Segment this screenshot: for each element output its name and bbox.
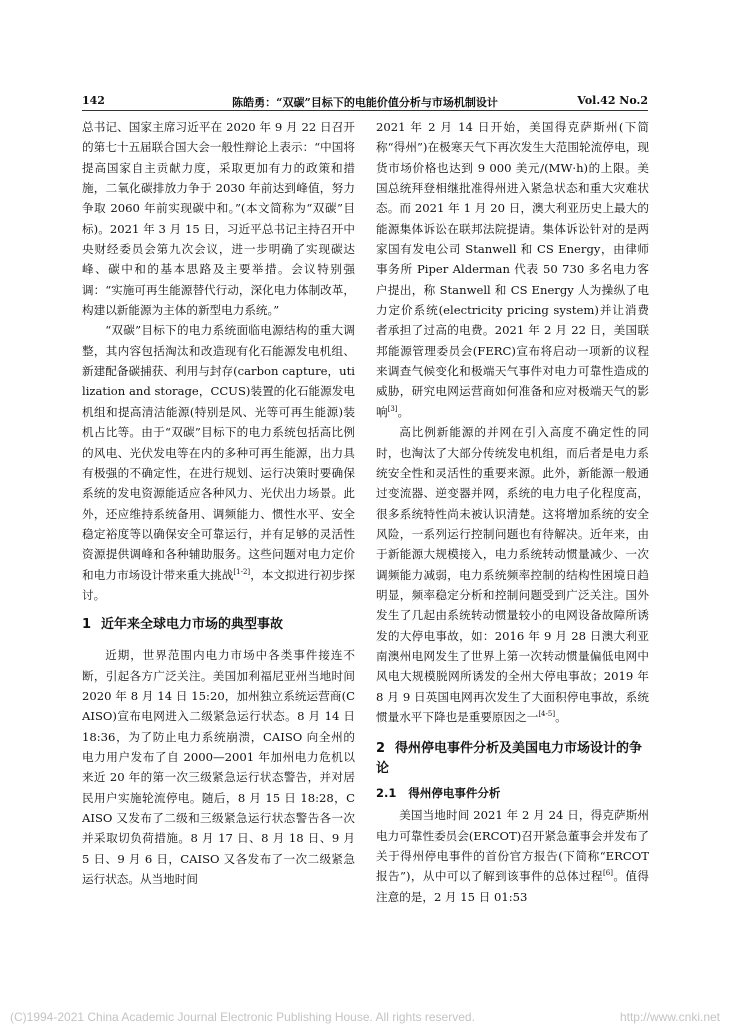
citation-3: [3]	[387, 404, 398, 413]
copyright-text: (C)1994-2021 China Academic Journal Electronic Publishing House. All rights reserved.	[10, 1010, 475, 1024]
paragraph-intro-continued: 总书记、国家主席习近平在 2020 年 9 月 22 日召开的第七十五届联合国大会一般性辩论上表示：“中国将提高国家自主贡献力度，采取更加有力的政策和措施，二氧化碳排放力争于 2030 年前达到峰值，努力争取 2060 年前实现碳中和。”(本文简称为“双碳”目标)。2021 年 3 月 15 日，习近平总书记主持召开中央财经委员会第九次会议，进一步明确了实现碳达峰、碳中和的基本思路及主要举措。会议特别强调：“实施可再生能源替代行动，深化电力体制改革，构建以新能源为主体的新型电力系统。”	[82, 120, 355, 318]
paragraph-caiso-events: 近期，世界范围内电力市场中各类事件接连不断，引起各方广泛关注。美国加利福尼亚州当地时间 2020 年 8 月 14 日 15:20，加州独立系统运营商(CAISO)宣布电网进入二级紧急运行状态。8 月 14 日 18:36，为了防止电力系统崩溃，CAISO 向全州的电力用户发布了自 2000—2001 年加州电力危机以来近 20 年的第一次三级紧急运行状态警告，并对居民用户实施轮流停电。随后，8 月 15 日 18:28，CAISO 又发布了二级和三级紧急运行状态警告各一次并采取切负荷措施。8 月 17 日、8 月 18 日、9 月 5 日、9 月 6 日，CAISO 又各发布了一次二级紧急运行状态。从当地时间	[82, 648, 355, 887]
volume-label: Vol.42 No.2	[577, 94, 648, 107]
citation-4-5: [4-5]	[538, 710, 556, 719]
right-column	[376, 117, 649, 907]
section-1-heading: 1 近年来全球电力市场的典型事故	[82, 617, 284, 633]
header-rule	[82, 110, 648, 111]
paragraph-inertia: 高比例新能源的并网在引入高度不确定性的同时，也淘汰了大部分传统发电机组，而后者是电力系统安全性和灵活性的重要来源。此外，新能源一般通过变流器、逆变器并网，系统的电力电子化程度高，很多系统特性尚未被认识清楚。这将增加系统的安全风险，一系列运行控制问题也有待解决。近年来，由于新能源大规模接入，电力系统转动惯量减少、一次调频能力减弱，电力系统频率控制的结构性困境日趋明显，频率稳定分析和控制问题受到广泛关注。国外发生了几起由系统转动惯量较小的电网设备故障所诱发的大停电事故，如：2016 年 9 月 28 日澳大利亚南澳州电网发生了世界上第一次转动惯量偏低电网中风电大规模脱网所诱发的全州大停电事故；2019 年 8 月 9 日英国电网再次发生了大面积停电事故，系统惯量水平下降也是重要原因之一[4-5]。	[376, 425, 649, 724]
section-2-heading: 2 得州停电事件分析及美国电力市场设计的争论	[376, 741, 643, 777]
paragraph-texas-australia: 2021 年 2 月 14 日开始，美国得克萨斯州(下简称“得州”)在极寒天气下再次发生大范围轮流停电，现货市场价格也达到 9 000 美元/(MW·h)的上限。美国总统拜登相继批准得州进入紧急状态和重大灾难状态。而 2021 年 1 月 20 日，澳大利亚历史上最大的能源集体诉讼在联邦法院提请。集体诉讼针对的是两家国有发电公司 Stanwell 和 CS Energy，由律师事务所 Piper Alderman 代表 50 730 多名电力客户提出，称 Stanwell 和 CS Energy 人为操纵了电力定价系统(electricity pricing system)并让消费者承担了过高的电费。2021 年 2 月 22 日，美国联邦能源管理委员会(FERC)宣布将启动一项新的议程来调查气候变化和极端天气事件对电力可靠性造成的威胁，研究电网运营商如何准备和应对极端天气的影响[3]。	[376, 120, 649, 419]
running-header	[82, 94, 648, 110]
running-title: 陈皓勇：“双碳”目标下的电能价值分析与市场机制设计	[232, 96, 498, 109]
paragraph-dual-carbon: “双碳”目标下的电力系统面临电源结构的重大调整，其内容包括淘汰和改造现有化石能源发电机组、新建配备碳捕获、利用与封存(carbon capture，utilization and storage，CCUS)装置的化石能源发电机组和提高清洁能源(特别是风、光等可再生能源)装机占比等。由于“双碳”目标下的电力系统包括高比例的风电、光伏发电等在内的多种可再生能源，出力具有极强的不确定性，在进行规划、运行决策时要确保系统的发电资源能适应各种风力、光伏出力场景。此外，还应维持系统备用、调频能力、惯性水平、安全稳定裕度等以确保安全可靠运行，并有足够的灵活性资源提供调峰和各种辅助服务。这些问题对电力定价和电力市场设计带来重大挑战[1-2]，本文拟进行初步探讨。	[82, 323, 355, 602]
citation-1-2: [1-2]	[233, 567, 251, 576]
left-column	[82, 117, 355, 889]
paragraph-ercot-report: 美国当地时间 2021 年 2 月 24 日，得克萨斯州电力可靠性委员会(ERCOT)召开紧急董事会并发布了关于得州停电事件的首份官方报告(下简称“ERCOT 报告”)，从中可以了解到该事件的总体过程[6]。值得注意的是，2 月 15 日 01:53	[376, 808, 649, 904]
citation-6: [6]	[603, 869, 613, 878]
section-2-1-heading: 2.1 得州停电事件分析	[376, 786, 501, 801]
cnki-url: http://www.cnki.net	[619, 1010, 720, 1024]
page-number: 142	[82, 94, 105, 107]
